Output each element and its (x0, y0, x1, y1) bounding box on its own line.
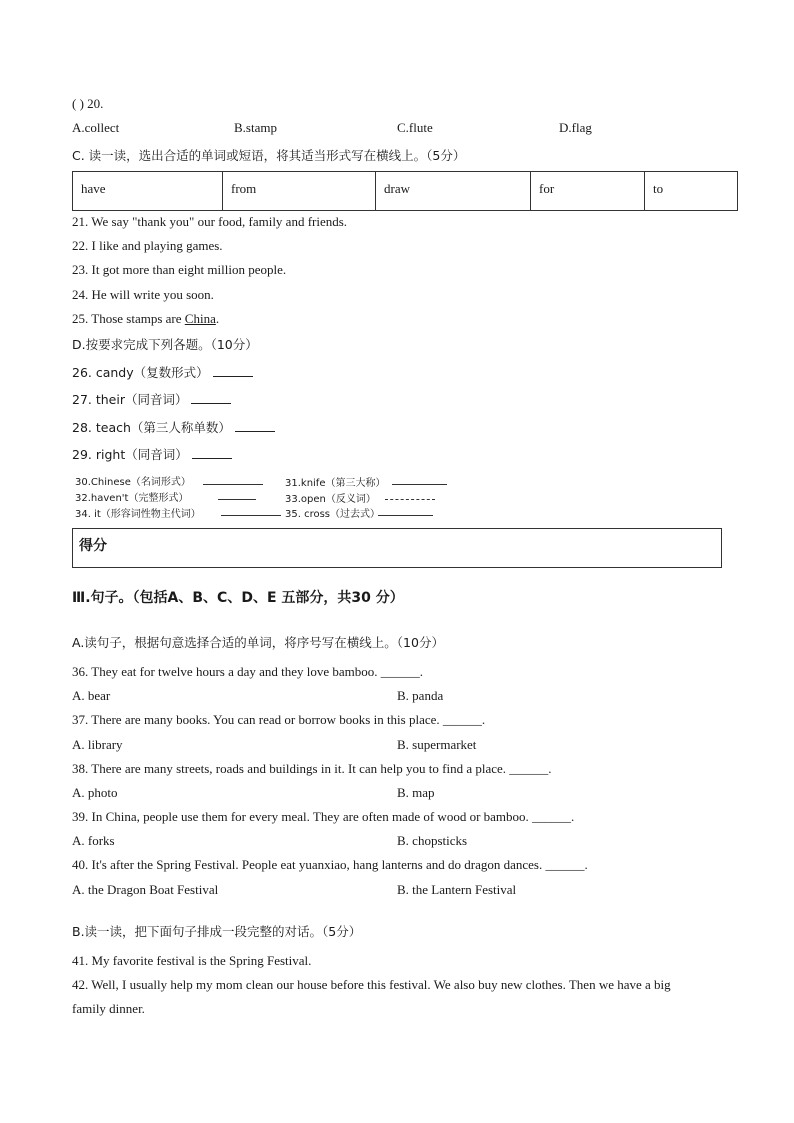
word-bank-cell: from (223, 172, 376, 210)
q39-option-a: A. forks (72, 833, 115, 848)
question-34: 34. it（形容词性物主代词） (75, 509, 201, 520)
question-29 (72, 445, 232, 463)
q40-option-b: B. the Lantern Festival (397, 882, 517, 897)
question-24: 24. He will write you soon. (72, 287, 214, 302)
question-21: 21. We say "thank you" our food, family and friends. (72, 214, 348, 229)
word-bank-cell: for (531, 172, 645, 210)
answer-blank[interactable] (213, 364, 253, 377)
q37-option-a: A. library (72, 737, 123, 752)
answer-blank[interactable] (218, 499, 256, 500)
question-23: 23. It got more than eight million people. (72, 262, 287, 277)
question-22: 22. I like and playing games. (72, 238, 223, 253)
question-25-text: 25. Those stamps are (72, 311, 185, 326)
section-3-part-a-title: A.读句子，根据句意选择合适的单词，将序号写在横线上。（10分） (72, 635, 444, 650)
q39-option-b: B. chopsticks (397, 833, 468, 848)
question-26-text: 26. candy（复数形式） (72, 365, 209, 380)
question-41: 41. My favorite festival is the Spring Festival. (72, 953, 312, 968)
q20-option-d: D.flag (559, 120, 592, 135)
question-36: 36. They eat for twelve hours a day and they love bamboo. ______. (72, 664, 424, 679)
question-20-number: ( ) 20. (72, 96, 104, 111)
section-3-title: Ⅲ.句子。（包括A、B、C、D、E 五部分，共30 分） (72, 590, 404, 606)
question-37: 37. There are many books. You can read or borrow books in this place. ______. (72, 712, 486, 727)
question-27-text: 27. their（同音词） (72, 392, 188, 407)
part-c-title: C. 读一读，选出合适的单词或短语，将其适当形式写在横线上。（5分） (72, 148, 466, 163)
question-26 (72, 363, 253, 381)
question-25 (72, 311, 219, 327)
word-bank-cell: draw (376, 172, 531, 210)
section-3-part-b-title: B.读一读，把下面句子排成一段完整的对话。（5分） (72, 924, 362, 939)
answer-blank[interactable] (378, 515, 433, 516)
word-bank-cell: to (653, 181, 664, 196)
question-29-text: 29. right（同音词） (72, 447, 188, 462)
question-25-underlined-word: China (184, 311, 216, 326)
answer-blank[interactable] (192, 446, 232, 459)
answer-blank[interactable] (235, 419, 275, 432)
q20-option-b: B.stamp (234, 120, 277, 135)
question-31: 31.knife（第三大称） (285, 478, 386, 489)
q36-option-b: B. panda (397, 688, 444, 703)
question-32: 32.haven't（完整形式） (75, 493, 189, 504)
q36-option-a: A. bear (72, 688, 111, 703)
answer-blank[interactable] (203, 484, 263, 485)
q38-option-b: B. map (397, 785, 435, 800)
question-33: 33.open（反义词） (285, 494, 376, 505)
answer-blank[interactable] (385, 499, 435, 500)
q40-option-a: A. the Dragon Boat Festival (72, 882, 219, 897)
question-38: 38. There are many streets, roads and buildings in it. It can help you to find a place. ______. (72, 761, 552, 776)
question-42-line-1: 42. Well, I usually help my mom clean our house before this festival. We also buy new clothes. Then we have a big (72, 977, 671, 992)
q20-option-a: A.collect (72, 120, 120, 135)
answer-blank[interactable] (221, 515, 281, 516)
word-bank-table (72, 171, 738, 211)
score-label: 得分 (79, 538, 107, 554)
question-28-text: 28. teach（第三人称单数） (72, 420, 231, 435)
score-box (72, 528, 722, 568)
answer-blank[interactable] (191, 391, 231, 404)
question-35: 35. cross（过去式） (285, 509, 381, 520)
question-40: 40. It's after the Spring Festival. People eat yuanxiao, hang lanterns and do dragon dances. ______. (72, 857, 588, 872)
question-39: 39. In China, people use them for every meal. They are often made of wood or bamboo. ______. (72, 809, 575, 824)
question-28 (72, 418, 275, 436)
q37-option-b: B. supermarket (397, 737, 477, 752)
question-30: 30.Chinese（名词形式） (75, 477, 191, 488)
answer-blank[interactable] (392, 484, 447, 485)
q38-option-a: A. photo (72, 785, 118, 800)
word-bank-cell: have (73, 172, 223, 210)
part-d-title: D.按要求完成下列各题。（10分） (72, 337, 258, 352)
question-25-period: . (215, 311, 220, 326)
question-27 (72, 390, 231, 408)
q20-option-c: C.flute (397, 120, 433, 135)
question-42-line-2: family dinner. (72, 1001, 145, 1016)
